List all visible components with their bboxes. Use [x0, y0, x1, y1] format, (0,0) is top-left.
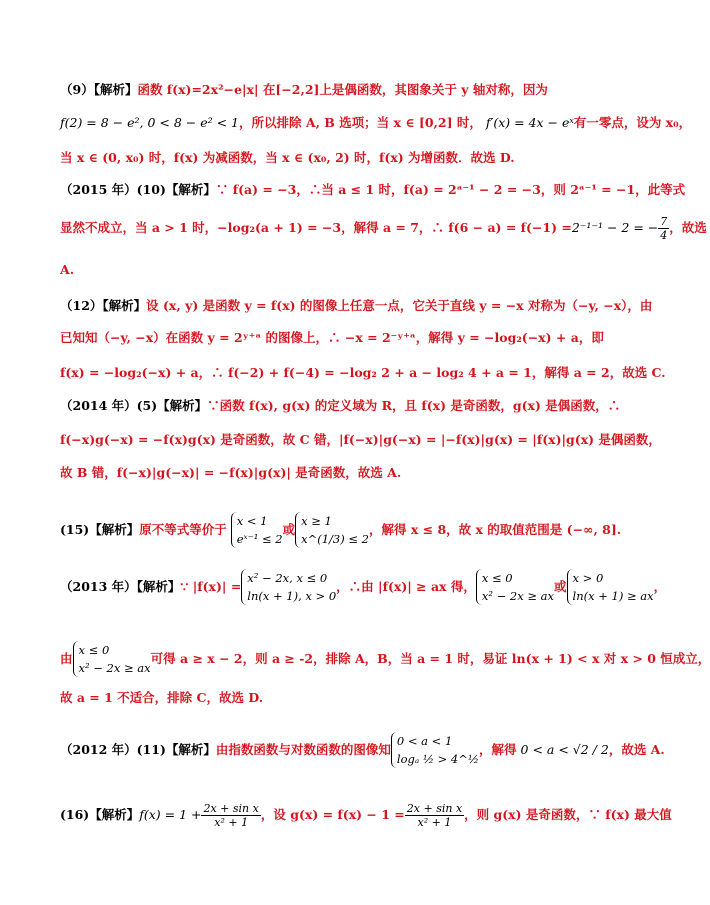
inequality-system: x > 0 ln(x + 1) ≥ ax [567, 569, 654, 605]
solution-9-line-2: f(2) = 8 − e², 0 < 8 − e² < 1，所以排除 A, B 选项；当 x ∈ [0,2] 时， f′(x) = 4x − eˣ有一零点，设为 x₀， [60, 115, 692, 130]
solution-2013-line-3: 故 a = 1 不适合，排除 C，故选 D. [60, 690, 264, 705]
solution-12-line-3: f(x) = −log₂(−x) + a，∴ f(−2) + f(−4) = −log₂ 2 + a − log₂ 4 + a = 1，解得 a = 2，故选 C. [60, 365, 666, 380]
solution-2012-11: （2012 年）(11)【解析】 由指数函数与对数函数的图像知 0 < a < 1 logₐ ½ > 4^½ ，解得 0 < a < √2 / 2 ，故选 A. [60, 734, 665, 766]
solution-9-line-3: 当 x ∈ (0, x₀) 时，f(x) 为减函数，当 x ∈ (x₀, 2) 时，f(x) 为增函数．故选 D. [60, 150, 515, 165]
solution-2014-5-line-3: 故 B 错，f(−x)|g(−x)| = −f(x)|g(x)| 是奇函数，故选 A. [60, 465, 402, 480]
fraction: $\frac{\text{2x + sin x}}{\text{x² + 1}}$ [203, 801, 259, 829]
piecewise-function: x² − 2x, x ≤ 0 ln(x + 1), x > 0 [241, 569, 336, 605]
inequality-system: x ≥ 1 x^(1/3) ≤ 2 [295, 512, 369, 548]
solution-12-line-2: 已知知（−y, −x）在函数 y = 2ʸ⁺ᵃ 的图像上，∴ −x = 2⁻ʸ⁺ᵃ，解得 y = −log₂(−x) + a，即 [60, 330, 604, 345]
solution-2015-10-line-3: A. [60, 262, 75, 277]
solution-16: (16)【解析】 f(x) = 1 + $\frac{\text{2x + sin x}}{\text{x² + 1}}$ ，设 g(x) = f(x) − 1 = $\frac{\text{2x + sin x}}{\text{x² + 1}}$ ，则 g(x) 是奇函数，∵ f(x) 最大值 [60, 801, 672, 829]
solution-15: (15)【解析】 原不等式等价于 x < 1 eˣ⁻¹ ≤ 2 或 x ≥ 1 x^(1/3) ≤ 2 ，解得 x ≤ 8，故 x 的取值范围是 (−∞, 8]. [60, 514, 622, 546]
inequality-system: x ≤ 0 x² − 2x ≥ ax [73, 641, 151, 677]
inequality-system: 0 < a < 1 logₐ ½ > 4^½ [391, 732, 479, 768]
solution-2014-5-line-1: （2014 年）(5)【解析】∵函数 f(x), g(x) 的定义域为 R，且 f(x) 是奇函数，g(x) 是偶函数，∴ [60, 398, 621, 413]
fraction: $\frac{\text{2x + sin x}}{\text{x² + 1}}$ [406, 801, 463, 829]
solution-9-line-1: （9）【解析】函数 f(x)=2x²−e|x| 在[−2,2]上是偶函数，其图象关于 y 轴对称，因为 [60, 82, 548, 97]
inequality-system: x ≤ 0 x² − 2x ≥ ax [476, 569, 554, 605]
solution-2013-line-2: 由 x ≤ 0 x² − 2x ≥ ax 可得 a ≥ x − 2，则 a ≥ -2，排除 A，B，当 a = 1 时，易证 ln(x + 1) < x 对 x > 0 恒成立， [60, 643, 710, 675]
fraction: $\frac{7}{4}$ [660, 215, 668, 242]
solution-12-line-1: （12）【解析】设 (x, y) 是函数 y = f(x) 的图像上任意一点，它关于直线 y = −x 对称为（−y, −x），由 [60, 298, 653, 313]
solution-2015-10-line-1: （2015 年）(10)【解析】∵ f(a) = −3，∴当 a ≤ 1 时，f(a) = 2ᵃ⁻¹ − 2 = −3，则 2ᵃ⁻¹ = −1，此等式 [60, 182, 686, 197]
solution-2015-10-line-2: 显然不成立，当 a > 1 时，−log₂(a + 1) = −3，解得 a = 7，∴ f(6 − a) = f(−1) =2⁻¹⁻¹ − 2 = − $\frac{7}{4}$ ，故选 [60, 215, 707, 242]
inequality-system: x < 1 eˣ⁻¹ ≤ 2 [231, 512, 283, 548]
solution-2013-line-1: （2013 年）【解析】 ∵ |f(x)| = x² − 2x, x ≤ 0 ln(x + 1), x > 0 ，∴由 |f(x)| ≥ ax 得， x ≤ 0 x² − 2x ≥ ax 或 x > 0 ln(x + 1) ≥ ax ， [60, 571, 667, 603]
solution-2014-5-line-2: f(−x)g(−x) = −f(x)g(x) 是奇函数，故 C 错，|f(−x)|g(−x) = |−f(x)|g(x) = |f(x)|g(x) 是偶函数， [60, 432, 661, 447]
